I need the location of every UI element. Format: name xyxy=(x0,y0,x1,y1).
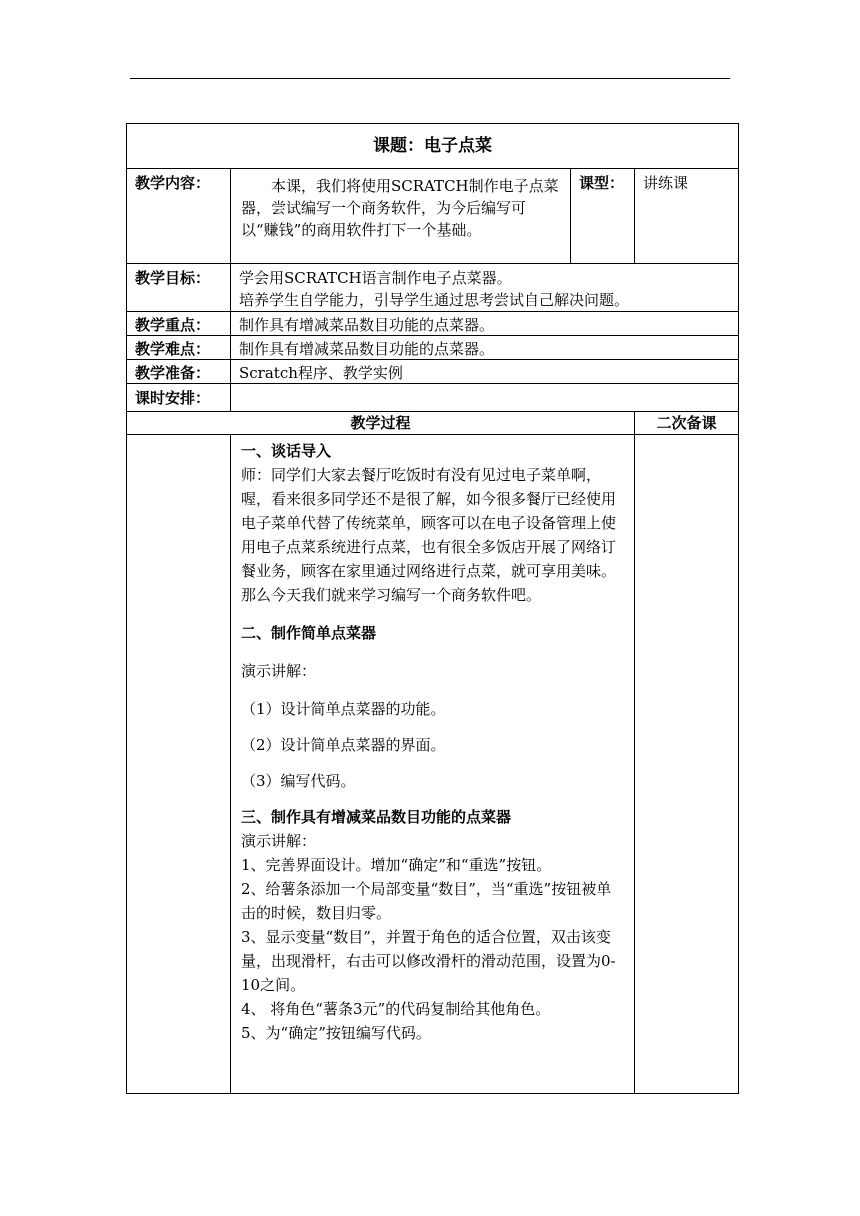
lesson-title xyxy=(127,124,739,169)
secondary-notes-blank xyxy=(635,435,739,1094)
section-2-heading: 二、制作简单点菜器 xyxy=(241,624,377,642)
type-value: 讲练课 xyxy=(635,169,739,264)
goal-row xyxy=(127,264,739,312)
title-row xyxy=(127,124,739,169)
section-3-item-2: 2、给薯条添加一个局部变量“数目”，当“重选”按钮被单击的时候，数目归零。 xyxy=(241,880,612,922)
section-3-heading: 三、制作具有增减菜品数目功能的点菜器 xyxy=(241,808,512,826)
section-3-item-4: 4、 将角色“薯条3元”的代码复制给其他角色。 xyxy=(241,1000,551,1018)
goal-line: 培养学生自学能力，引导学生通过思考尝试自己解决问题。 xyxy=(239,291,630,309)
section-2-step-1: （1）设计简单点菜器的功能。 xyxy=(241,700,446,718)
section-3-demo: 演示讲解： xyxy=(241,832,317,850)
goal-label: 教学目标： xyxy=(127,264,231,312)
key-row xyxy=(127,312,739,336)
process-content xyxy=(231,435,635,1094)
process-header-row xyxy=(127,412,739,435)
section-1-heading: 一、谈话导入 xyxy=(241,442,332,460)
section-2-step-3: （3）编写代码。 xyxy=(241,772,356,790)
prep-label: 教学准备： xyxy=(127,360,231,384)
key-label: 教学重点： xyxy=(127,312,231,336)
process-body-row xyxy=(127,435,739,1094)
lesson-plan-table xyxy=(126,123,739,1094)
hours-label: 课时安排： xyxy=(127,384,231,412)
difficulty-label: 教学难点： xyxy=(127,336,231,360)
hours-value xyxy=(231,384,739,412)
type-label: 课型： xyxy=(571,169,635,264)
section-3-item-5: 5、为“确定”按钮编写代码。 xyxy=(241,1024,431,1042)
section-3-item-1: 1、完善界面设计。增加“确定”和“重选”按钮。 xyxy=(241,856,552,874)
secondary-label: 二次备课 xyxy=(635,412,739,435)
content-label: 教学内容： xyxy=(127,169,231,264)
difficulty-value: 制作具有增减菜品数目功能的点菜器。 xyxy=(231,336,739,360)
section-2-demo: 演示讲解： xyxy=(241,662,317,680)
process-label: 教学过程 xyxy=(127,412,635,435)
content-text: 本课，我们将使用SCRATCH制作电子点菜器，尝试编写一个商务软件，为今后编写可以“赚钱”的商用软件打下一个基础。 xyxy=(231,169,571,264)
prep-row xyxy=(127,360,739,384)
title-value: 电子点菜 xyxy=(424,136,492,156)
header-rule xyxy=(130,78,730,79)
section-1-text: 师：同学们大家去餐厅吃饭时有没有见过电子菜单啊，喔，看来很多同学还不是很了解，如今很多餐厅已经使用电子菜单代替了传统菜单，顾客可以在电子设备管理上使用电子点菜系统进行点菜，也有很全多饭店开展了网络订餐业务，顾客在家里通过网络进行点菜，就可享用美味。那么今天我们就来学习编写一个商务软件吧。 xyxy=(241,466,617,604)
section-3-item-3: 3、显示变量“数目”，并置于角色的适合位置，双击该变量，出现滑杆，右击可以修改滑杆的滑动范围，设置为0-10之间。 xyxy=(241,928,616,994)
key-value: 制作具有增减菜品数目功能的点菜器。 xyxy=(231,312,739,336)
difficulty-row xyxy=(127,336,739,360)
section-2-step-2: （2）设计简单点菜器的界面。 xyxy=(241,736,446,754)
goal-value xyxy=(231,264,739,312)
process-left-blank xyxy=(127,435,231,1094)
title-label: 课题： xyxy=(373,136,424,156)
hours-row xyxy=(127,384,739,412)
prep-value: Scratch程序、教学实例 xyxy=(231,360,739,384)
goal-line: 学会用SCRATCH语言制作电子点菜器。 xyxy=(239,269,512,287)
content-row xyxy=(127,169,739,264)
